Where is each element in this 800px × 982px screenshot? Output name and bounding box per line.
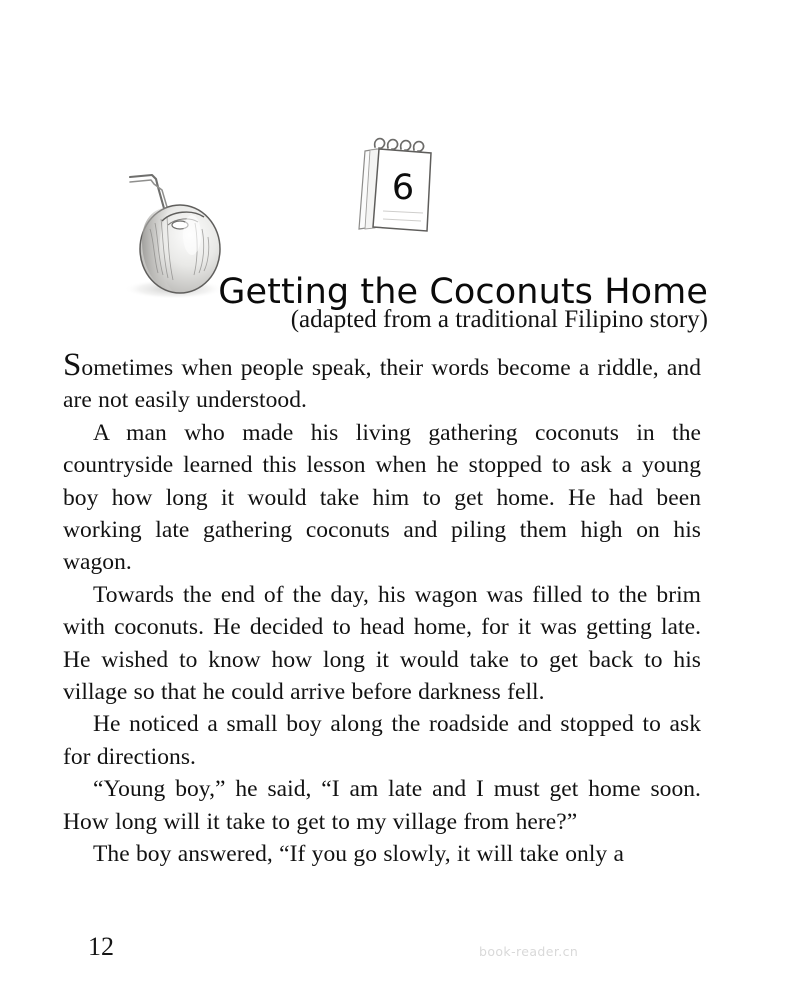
body-text	[63, 347, 701, 871]
paragraph	[63, 347, 701, 417]
paragraph-text: ometimes when people speak, their words become a riddle, and are not easily understood.	[63, 355, 701, 414]
chapter-ornament-row	[0, 0, 800, 310]
paragraph: Towards the end of the day, his wagon was filled to the brim with coconuts. He decided to head home, for it was getting late. He wished to know how long it would take to get back to his village so that he could arrive before darkness fell.	[63, 581, 701, 706]
chapter-title: Getting the Coconuts Home	[218, 272, 708, 313]
paragraph: He noticed a small boy along the roadside and stopped to ask for directions.	[63, 711, 701, 770]
chapter-subtitle: (adapted from a traditional Filipino story)	[290, 306, 708, 333]
watermark: book-reader.cn	[479, 944, 579, 959]
paragraph: A man who made his living gathering coconuts in the countryside learned this lesson when he stopped to ask a young boy how long it would take him to get home. He had been working late gathering coconuts and piling them high on his wagon.	[63, 419, 701, 576]
paragraph: “Young boy,” he said, “I am late and I must get home soon. How long will it take to get to my village from here?”	[63, 776, 701, 835]
initial-cap: S	[63, 347, 82, 383]
desk-calendar-icon	[343, 131, 443, 239]
page-number: 12	[88, 932, 114, 961]
paragraph: The boy answered, “If you go slowly, it will take only a	[93, 841, 625, 868]
calendar-number: 6	[391, 168, 415, 208]
